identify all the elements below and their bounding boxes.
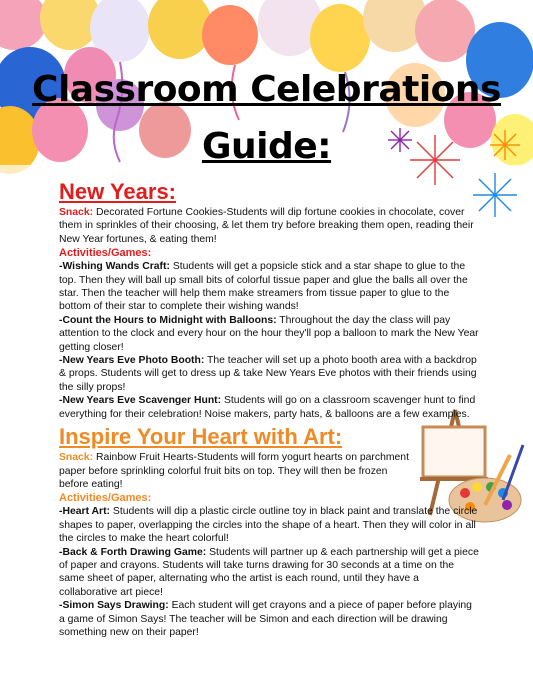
activity-text: Students will get a popsicle stick and a star shape to glue to the top. Then they will ball up small bits of colorful tissue paper and glue the balls all over the star. Then the teacher will help them make streamers from tissue paper to glue to the bottom of their star to complete their wishing wands! <box>59 261 468 313</box>
activity-title: -Count the Hours to Midnight with Balloons: <box>59 314 277 326</box>
activity-text: Students will dip a plastic circle outline toy in black paint and translate the circle shapes to paper, overlapping the circles into the shape of a heart. Then they will color in all the circles to make the heart colorful! <box>59 506 478 545</box>
activity-text: Each student will get crayons and a piece of paper before playing a game of Simon Says! The teacher will be Simon and each direction will be drawing something new on their paper! <box>59 600 472 638</box>
page-title-line2: Guide: <box>201 126 332 167</box>
activity-item <box>59 394 479 421</box>
page-title-line1: Classroom Celebrations <box>32 69 501 110</box>
section-heading-art: Inspire Your Heart with Art: <box>59 424 343 450</box>
activity-title: -Back & Forth Drawing Game: <box>59 546 207 558</box>
snack-label: Snack: <box>59 452 94 464</box>
activity-title: -New Years Eve Photo Booth: <box>59 355 205 367</box>
activity-title: -Wishing Wands Craft: <box>59 261 170 273</box>
activity-item <box>59 260 479 314</box>
activity-text: Throughout the day the class will pay attention to the clock and every hour on the hour they'll pop a balloon to mark the New Year getting closer! <box>59 314 479 353</box>
snack-paragraph <box>59 206 479 246</box>
activity-text: The teacher will set up a photo booth area with a backdrop & props. Students will get to dress up & take New Years Eve photos with their friends using the silly props! <box>59 355 477 393</box>
activity-item <box>59 354 479 394</box>
activity-item <box>59 505 479 545</box>
activity-text: Students will go on a classroom scavenger hunt to find everything for their celebration! Noise makers, party hats, & balloons are a few examples. <box>59 395 476 420</box>
snack-paragraph <box>59 451 414 491</box>
activity-text: Students will partner up & each partnership will get a piece of paper and crayons. Students will take turns drawing for 30 seconds at a time on the same sheet of paper, alternating who the artist is each round, until they have a collaborative art piece! <box>59 546 479 598</box>
activity-title: -Simon Says Drawing: <box>59 600 169 612</box>
section-heading-new-years: New Years: <box>59 179 177 204</box>
snack-text: Decorated Fortune Cookies-Students will dip fortune cookies in chocolate, cover them in sprinkles of their choosing, & let them try before breaking them open, reading their New Year fortunes, & eating them! <box>59 207 474 245</box>
activity-item <box>59 599 479 639</box>
activity-item <box>59 546 479 600</box>
activities-label: Activities/Games: <box>59 247 152 260</box>
snack-label: Snack: <box>59 207 94 218</box>
snack-text: Rainbow Fruit Hearts-Students will form yogurt hearts on parchment paper before sprinkling colorful fruit bits on top. They will then be frozen before eating! <box>59 452 409 490</box>
activities-label: Activities/Games: <box>59 492 152 505</box>
guide-content <box>59 178 479 639</box>
activity-title: -Heart Art: <box>59 506 110 518</box>
activity-title: -New Years Eve Scavenger Hunt: <box>59 395 222 407</box>
activity-item <box>59 314 479 354</box>
